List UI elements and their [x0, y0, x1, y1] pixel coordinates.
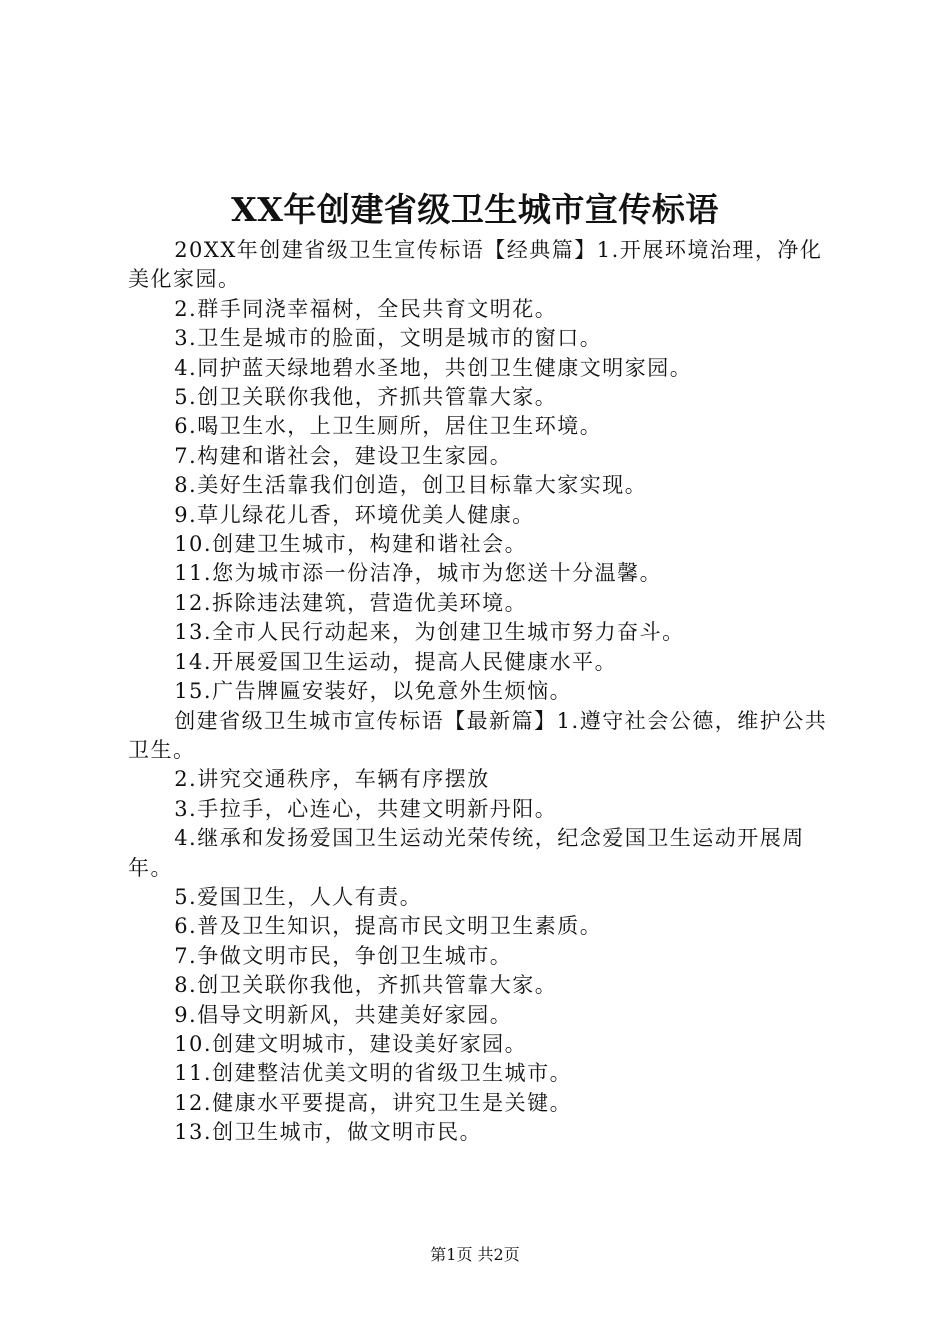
paragraph: 6.喝卫生水，上卫生厕所，居住卫生环境。 — [174, 414, 603, 439]
paragraph: 14.开展爱国卫生运动，提高人民健康水平。 — [174, 649, 618, 674]
paragraph: 8.美好生活靠我们创造，创卫目标靠大家实现。 — [174, 473, 648, 498]
paragraph: 7.构建和谐社会，建设卫生家园。 — [174, 443, 513, 468]
paragraph: 11.创建整洁优美文明的省级卫生城市。 — [174, 1061, 573, 1086]
paragraph: 13.创卫生城市，做文明市民。 — [174, 1120, 483, 1145]
paragraph: 5.爱国卫生，人人有责。 — [174, 884, 423, 909]
paragraph: 6.普及卫生知识，提高市民文明卫生素质。 — [174, 914, 603, 939]
paragraph: 9.草儿绿花儿香，环境优美人健康。 — [174, 502, 535, 527]
paragraph: 3.手拉手，心连心，共建文明新丹阳。 — [174, 796, 558, 821]
paragraph: 13.全市人民行动起来，为创建卫生城市努力奋斗。 — [174, 620, 685, 645]
document-body — [128, 236, 840, 1148]
paragraph: 20XX年创建省级卫生宣传标语【经典篇】1.开展环境治理，净化美化家园。 — [128, 238, 823, 292]
paragraph: 10.创建文明城市，建设美好家园。 — [174, 1031, 528, 1056]
paragraph: 12.拆除违法建筑，营造优美环境。 — [174, 590, 528, 615]
paragraph: 7.争做文明市民，争创卫生城市。 — [174, 943, 513, 968]
page-footer: 第1页 共2页 — [430, 1245, 520, 1264]
paragraph: 2.讲究交通秩序，车辆有序摆放 — [174, 767, 490, 792]
paragraph: 10.创建卫生城市，构建和谐社会。 — [174, 532, 528, 557]
paragraph: 11.您为城市添一份洁净，城市为您送十分温馨。 — [174, 561, 663, 586]
paragraph: 4.继承和发扬爱国卫生运动光荣传统，纪念爱国卫生运动开展周年。 — [128, 826, 805, 880]
document-title: XX年创建省级卫生城市宣传标语 — [231, 190, 719, 229]
paragraph: 3.卫生是城市的脸面，文明是城市的窗口。 — [174, 326, 603, 351]
paragraph: 9.倡导文明新风，共建美好家园。 — [174, 1002, 513, 1027]
paragraph: 2.群手同浇幸福树，全民共育文明花。 — [174, 296, 558, 321]
paragraph: 15.广告牌匾安装好，以免意外生烦恼。 — [174, 679, 573, 704]
paragraph: 创建省级卫生城市宣传标语【最新篇】1.遵守社会公德，维护公共卫生。 — [128, 708, 828, 762]
paragraph: 8.创卫关联你我他，齐抓共管靠大家。 — [174, 973, 558, 998]
paragraph: 5.创卫关联你我他，齐抓共管靠大家。 — [174, 385, 558, 410]
paragraph: 4.同护蓝天绿地碧水圣地，共创卫生健康文明家园。 — [174, 355, 693, 380]
paragraph: 12.健康水平要提高，讲究卫生是关键。 — [174, 1090, 573, 1115]
